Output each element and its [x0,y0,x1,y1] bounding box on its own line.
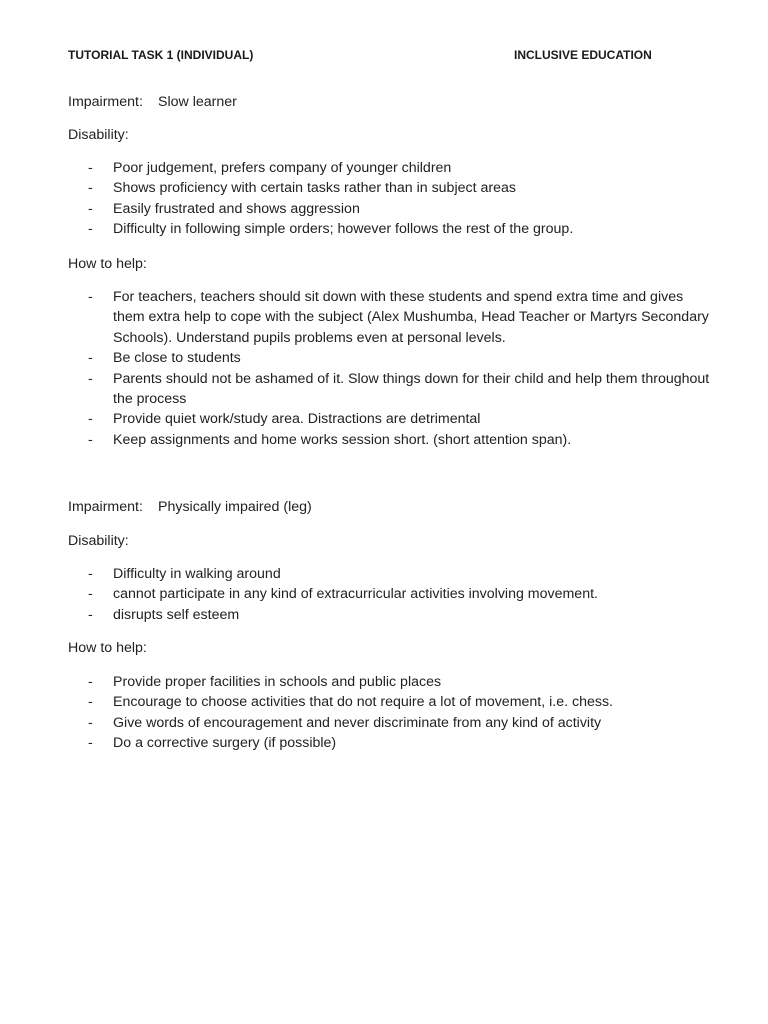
list-item: - Easily frustrated and shows aggression [88,199,713,219]
list-item: - Difficulty in walking around [88,564,713,584]
list-item: - Provide quiet work/study area. Distractions are detrimental [88,409,713,429]
bullet-dash: - [88,350,93,367]
help-list-1 [88,287,713,450]
impairment-value: Physically impaired (leg) [158,499,312,515]
bullet-dash: - [88,200,93,217]
bullet-dash: - [88,289,93,305]
impairment-line-2 [68,497,312,517]
help-heading-1: How to help: [68,256,147,272]
bullet-dash: - [88,180,93,197]
bullet-dash: - [88,221,93,238]
list-item: - disrupts self esteem [88,605,713,625]
bullet-dash: - [88,735,93,752]
list-item: - For teachers, teachers should sit down with these students and spend extra time and gives them extra help to cope with the subject (Alex Mushumba, Head Teacher or Martyrs Secondary Schools). Understand pupils problems even at personal levels. [88,289,709,346]
bullet-dash: - [88,431,93,448]
list-item: - Difficulty in following simple orders; however follows the rest of the group. [88,219,713,239]
impairment-value: Slow learner [158,94,237,110]
bullet-dash: - [88,694,93,711]
bullet-dash: - [88,606,93,623]
list-item: - Encourage to choose activities that do not require a lot of movement, i.e. chess. [88,692,713,712]
list-item: - Parents should not be ashamed of it. Slow things down for their child and help them throughout the process [88,370,710,408]
list-item: - Poor judgement, prefers company of younger children [88,158,713,178]
list-item: - Give words of encouragement and never discriminate from any kind of activity [88,713,713,733]
impairment-line-1 [68,92,237,112]
disability-heading-1: Disability: [68,127,129,143]
help-list-2 [88,672,713,754]
bullet-dash: - [88,674,93,690]
disability-list-1 [88,158,713,240]
list-item: - Be close to students [88,348,713,368]
list-item: - Keep assignments and home works session short. (short attention span). [88,430,713,450]
disability-list-2 [88,564,713,625]
impairment-label: Impairment: [68,94,143,110]
header-course-title: INCLUSIVE EDUCATION [514,48,652,62]
bullet-dash: - [88,714,93,731]
header-task-title: TUTORIAL TASK 1 (INDIVIDUAL) [68,48,254,62]
bullet-dash: - [88,586,93,603]
disability-heading-2: Disability: [68,533,129,549]
list-item: - cannot participate in any kind of extracurricular activities involving movement. [88,584,713,604]
list-item: - Shows proficiency with certain tasks rather than in subject areas [88,178,713,198]
list-item: - Do a corrective surgery (if possible) [88,733,713,753]
impairment-label: Impairment: [68,499,143,515]
help-heading-2: How to help: [68,640,147,656]
list-item: - Provide proper facilities in schools and public places [88,672,713,692]
bullet-dash: - [88,566,93,582]
bullet-dash: - [88,411,93,428]
bullet-dash: - [88,370,93,387]
bullet-dash: - [88,160,93,176]
